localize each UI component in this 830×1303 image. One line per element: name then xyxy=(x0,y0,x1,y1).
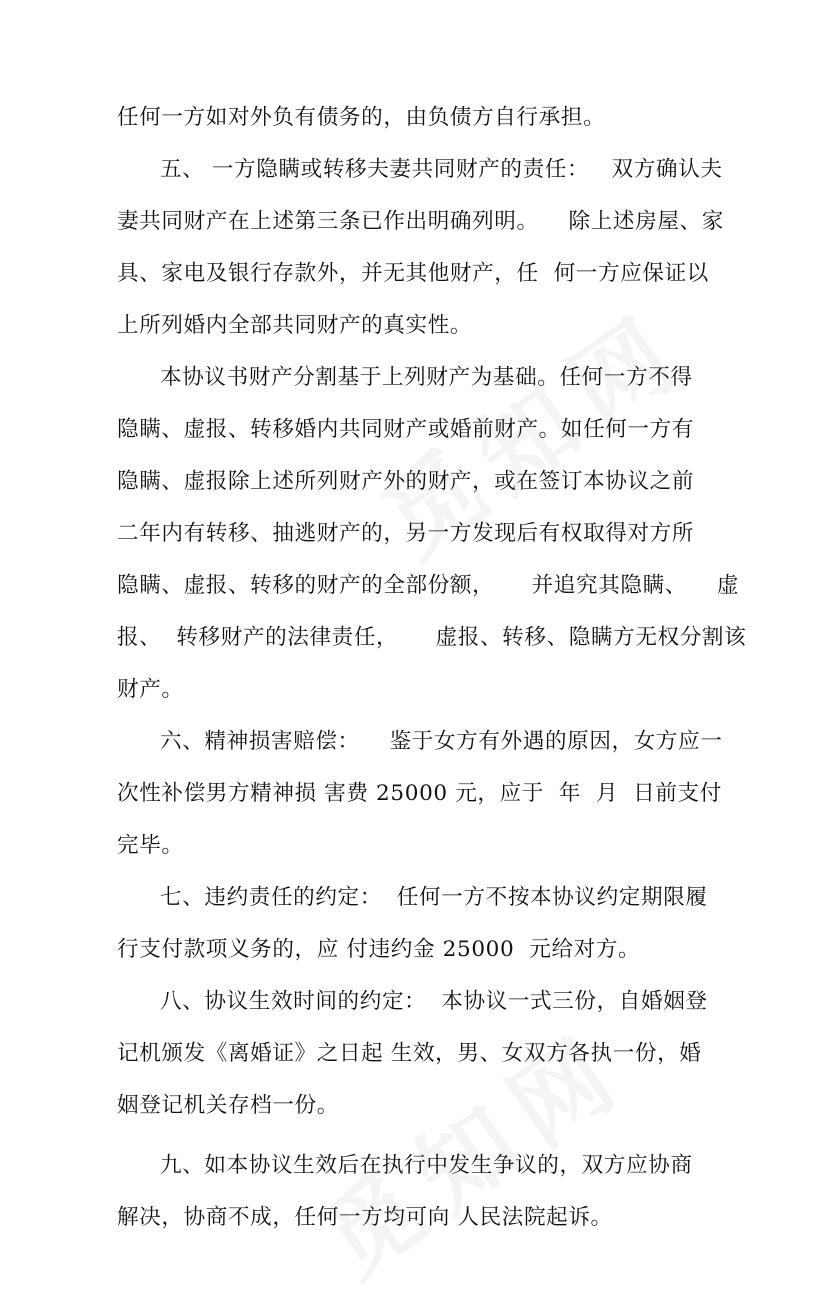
text-line: 五、 一方隐瞒或转移夫妻共同财产的责任： 双方确认夫 xyxy=(160,157,723,182)
text-line: 任何一方如对外负有债务的，由负债方自行承担。 xyxy=(117,105,606,130)
text-line: 隐瞒、虚报、转移婚内共同财产或婚前财产。如任何一方有 xyxy=(117,417,695,442)
text-line: 完毕。 xyxy=(117,833,184,858)
text-line: 本协议书财产分割基于上列财产为基础。任何一方不得 xyxy=(160,365,693,390)
text-line: 八、协议生效时间的约定： 本协议一式三份，自婚姻登 xyxy=(160,989,708,1014)
text-line: 行支付款项义务的，应 付违约金 25000 元给对方。 xyxy=(117,937,641,962)
document-body xyxy=(117,92,747,1244)
text-line: 具、家电及银行存款外，并无其他财产，任 何一方应保证以 xyxy=(117,261,709,286)
text-line: 解决，协商不成，任何一方均可向 人民法院起诉。 xyxy=(117,1205,613,1230)
text-line: 次性补偿男方精神损 害费 25000 元，应于 年 月 日前支付 xyxy=(117,781,722,806)
text-line: 妻共同财产在上述第三条已作出明确列明。 除上述房屋、家 xyxy=(117,209,724,234)
text-line: 报、 转移财产的法律责任， 虚报、转移、隐瞒方无权分割该 xyxy=(117,625,747,650)
text-line: 隐瞒、虚报除上述所列财产外的财产，或在签订本协议之前 xyxy=(117,469,695,494)
text-line: 记机颁发《离婚证》之日起 生效，男、女双方各执一份，婚 xyxy=(117,1041,702,1066)
text-line: 隐瞒、虚报、转移的财产的全部份额， 并追究其隐瞒、 虚 xyxy=(117,573,740,598)
text-line: 财产。 xyxy=(117,677,184,702)
text-line: 姻登记机关存档一份。 xyxy=(117,1093,339,1118)
text-line: 六、精神损害赔偿： 鉴于女方有外遇的原因，女方应一 xyxy=(160,729,723,754)
text-line: 七、违约责任的约定： 任何一方不按本协议约定期限履 xyxy=(160,885,708,910)
text-line: 九、如本协议生效后在执行中发生争议的，双方应协商 xyxy=(160,1153,693,1178)
text-line: 二年内有转移、抽逃财产的，另一方发现后有权取得对方所 xyxy=(117,521,695,546)
text-line: 上所列婚内全部共同财产的真实性。 xyxy=(117,313,473,338)
